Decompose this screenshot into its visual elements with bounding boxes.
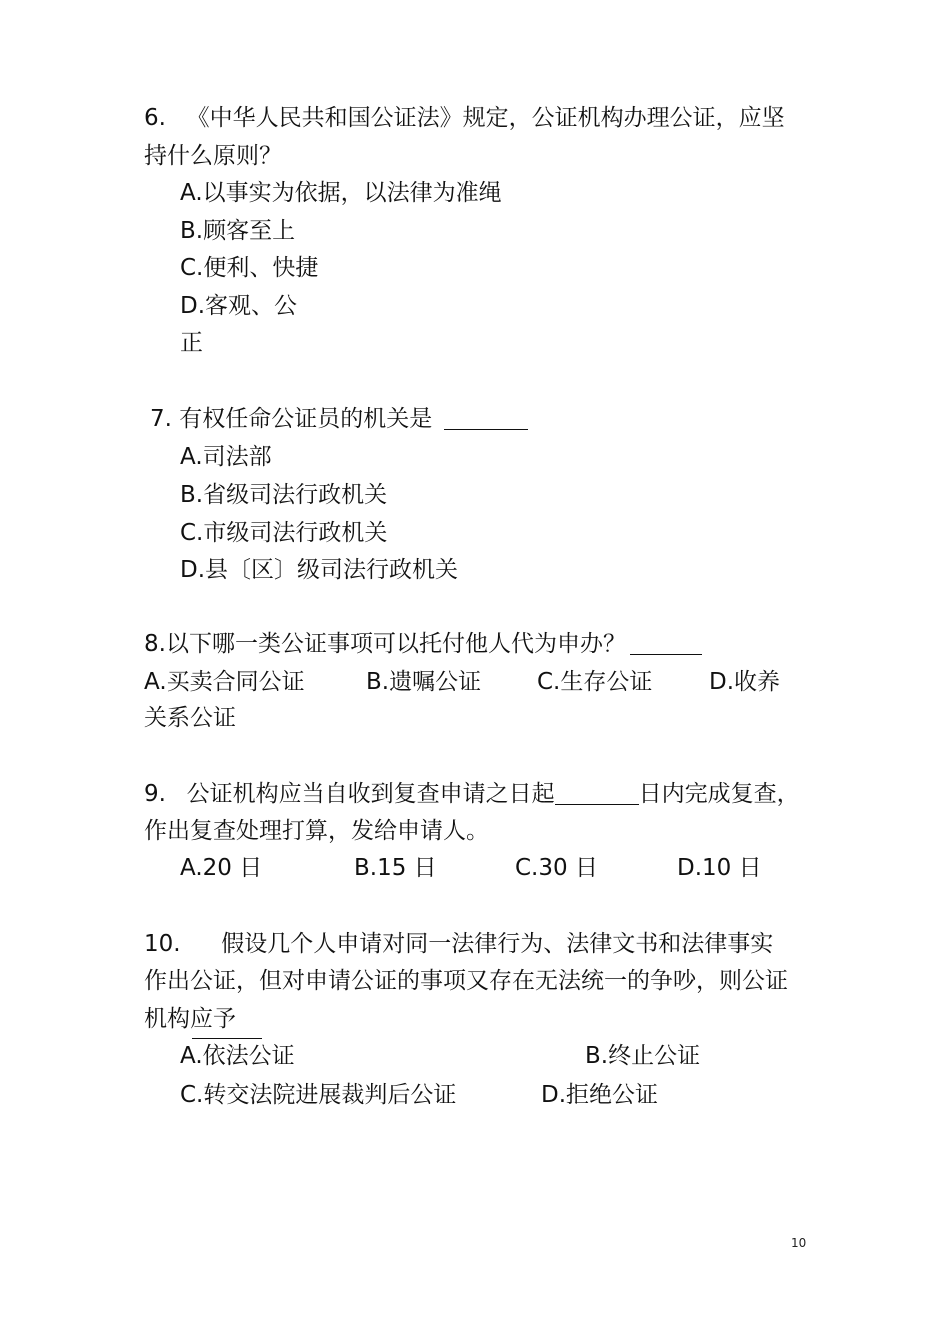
question-7-line xyxy=(150,404,528,434)
question-7-blank xyxy=(444,407,528,430)
question-6-number: 6. xyxy=(144,105,166,131)
question-10-option-c: C.转交法院进展裁判后公证 xyxy=(180,1082,457,1108)
question-7-option-b: B.省级司法行政机关 xyxy=(180,482,388,508)
question-6-option-c: C.便利、快捷 xyxy=(180,255,319,281)
question-8-blank xyxy=(630,632,702,655)
question-10-option-a: A.依法公证 xyxy=(180,1043,295,1069)
question-9-text-after: 日内完成复查， xyxy=(638,781,800,807)
question-8-option-a: A.买卖合同公证 xyxy=(144,669,305,695)
question-8-line xyxy=(144,629,702,659)
question-8-option-d: D.收养 xyxy=(709,669,781,695)
question-9-option-d: D.10 日 xyxy=(677,855,762,881)
question-6-option-d-continued: 正 xyxy=(180,330,203,356)
question-10-line-1 xyxy=(144,929,773,959)
question-6-line-1 xyxy=(144,103,785,133)
question-10-option-d: D.拒绝公证 xyxy=(541,1082,659,1108)
question-7-option-d: D.县〔区〕级司法行政机关 xyxy=(180,557,459,583)
question-7-option-a: A.司法部 xyxy=(180,444,272,470)
question-9-line-1 xyxy=(144,779,800,809)
question-10-line-3: 机构应予 xyxy=(144,1006,236,1032)
question-9-option-c: C.30 日 xyxy=(515,855,598,881)
page-number: 10 xyxy=(791,1236,807,1250)
question-8-option-c: C.生存公证 xyxy=(537,669,653,695)
question-6-option-b: B.顾客至上 xyxy=(180,218,296,244)
question-7-text: 有权任命公证员的机关是 xyxy=(179,406,433,432)
question-9-text-before: 公证机构应当自收到复查申请之日起 xyxy=(186,781,555,807)
question-10-line-2: 作出公证，但对申请公证的事项又存在无法统一的争吵，则公证 xyxy=(144,968,788,994)
question-8-option-b: B.遗嘱公证 xyxy=(366,669,482,695)
question-10-option-b: B.终止公证 xyxy=(585,1043,701,1069)
question-10-number: 10. xyxy=(144,931,181,957)
question-7-number: 7. xyxy=(150,406,172,432)
question-9-blank xyxy=(555,782,639,805)
question-6-text: 《中华人民共和国公证法》规定，公证机构办理公证，应坚 xyxy=(186,105,785,131)
question-9-option-a: A.20 日 xyxy=(180,855,263,881)
question-6-option-a: A.以事实为依据，以法律为准绳 xyxy=(180,180,502,206)
question-9-line-2: 作出复查处理打算，发给申请人。 xyxy=(144,818,489,844)
question-9-number: 9. xyxy=(144,781,166,807)
question-9-option-b: B.15 日 xyxy=(354,855,437,881)
question-6-option-d: D.客观、公 xyxy=(180,293,298,319)
question-7-option-c: C.市级司法行政机关 xyxy=(180,520,388,546)
question-10-blank xyxy=(192,1038,262,1039)
question-10-text: 假设几个人申请对同一法律行为、法律文书和法律事实 xyxy=(221,931,774,957)
question-8-text: 以下哪一类公证事项可以托付他人代为申办？ xyxy=(165,631,626,657)
question-8-number: 8. xyxy=(144,631,166,657)
question-8-option-d-continued: 关系公证 xyxy=(144,705,236,731)
question-6-line-2: 持什么原则？ xyxy=(144,143,282,169)
